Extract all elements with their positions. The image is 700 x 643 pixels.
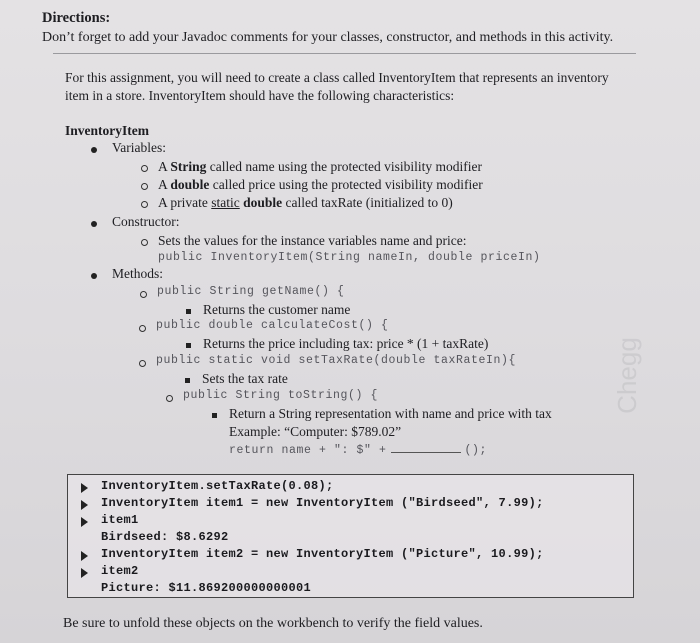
divider <box>53 53 636 54</box>
prompt-arrow-icon <box>81 568 88 578</box>
method-desc-calculatecost: Returns the price including tax: price * (1 + taxRate) <box>203 336 489 351</box>
console-line: item1 <box>101 513 139 527</box>
bullet-methods <box>91 273 97 279</box>
variable-bullet <box>141 201 148 208</box>
method-example-tostring: Example: “Computer: $789.02” <box>229 424 402 439</box>
method-bullet <box>139 325 146 332</box>
directions-text: Don’t forget to add your Javadoc comments for your classes, constructor, and methods in this activity. <box>42 30 614 45</box>
method-desc-bullet <box>186 343 191 348</box>
method-signature-settaxrate: public static void setTaxRate(double taxRateIn){ <box>156 354 517 367</box>
console-line: item2 <box>101 564 139 578</box>
watermark: Chegg <box>612 337 643 414</box>
method-signature-tostring: public String toString() { <box>183 389 379 402</box>
directions-heading: Directions: <box>42 10 111 26</box>
methods-label: Methods: <box>112 266 164 281</box>
bullet-variables <box>91 147 97 153</box>
variables-label: Variables: <box>112 140 166 155</box>
intro-line-2: item in a store. InventoryItem should have the following characteristics: <box>65 88 455 103</box>
variable-bullet <box>141 165 148 172</box>
footer-note: Be sure to unfold these objects on the workbench to verify the field values. <box>63 616 483 631</box>
console-output-box <box>67 474 634 598</box>
constructor-desc: Sets the values for the instance variables name and price: <box>158 233 467 248</box>
prompt-arrow-icon <box>81 500 88 510</box>
method-signature-calculatecost: public double calculateCost() { <box>156 319 389 332</box>
console-output: Picture: $11.869200000000001 <box>101 581 312 595</box>
fill-in-blank <box>391 442 461 453</box>
method-desc-getname: Returns the customer name <box>203 302 351 317</box>
constructor-signature: public InventoryItem(String nameIn, double priceIn) <box>158 251 541 264</box>
method-bullet <box>166 395 173 402</box>
variable-item-taxrate: A private static double called taxRate (initialized to 0) <box>158 195 453 210</box>
method-desc-bullet <box>185 378 190 383</box>
method-desc-bullet <box>186 309 191 314</box>
console-line: InventoryItem item2 = new InventoryItem ("Picture", 10.99); <box>101 547 544 561</box>
method-return-tostring: return name + ": $" + (); <box>229 444 488 457</box>
constructor-label: Constructor: <box>112 214 180 229</box>
console-line: InventoryItem item1 = new InventoryItem ("Birdseed", 7.99); <box>101 496 544 510</box>
prompt-arrow-icon <box>81 551 88 561</box>
class-name: InventoryItem <box>65 123 149 138</box>
method-bullet <box>140 291 147 298</box>
console-line: InventoryItem.setTaxRate(0.08); <box>101 479 334 493</box>
constructor-bullet <box>141 239 148 246</box>
bullet-constructor <box>91 221 97 227</box>
method-desc-settaxrate: Sets the tax rate <box>202 371 288 386</box>
console-output: Birdseed: $8.6292 <box>101 530 229 544</box>
intro-line-1: For this assignment, you will need to create a class called InventoryItem that represents an inventory <box>65 70 609 85</box>
method-signature-getname: public String getName() { <box>157 285 345 298</box>
prompt-arrow-icon <box>81 483 88 493</box>
method-desc-bullet <box>212 413 217 418</box>
variable-item-price: A double called price using the protected visibility modifier <box>158 177 483 192</box>
prompt-arrow-icon <box>81 517 88 527</box>
method-bullet <box>139 360 146 367</box>
variable-item-name: A String called name using the protected visibility modifier <box>158 159 482 174</box>
method-desc-tostring: Return a String representation with name and price with tax <box>229 406 552 421</box>
variable-bullet <box>141 183 148 190</box>
